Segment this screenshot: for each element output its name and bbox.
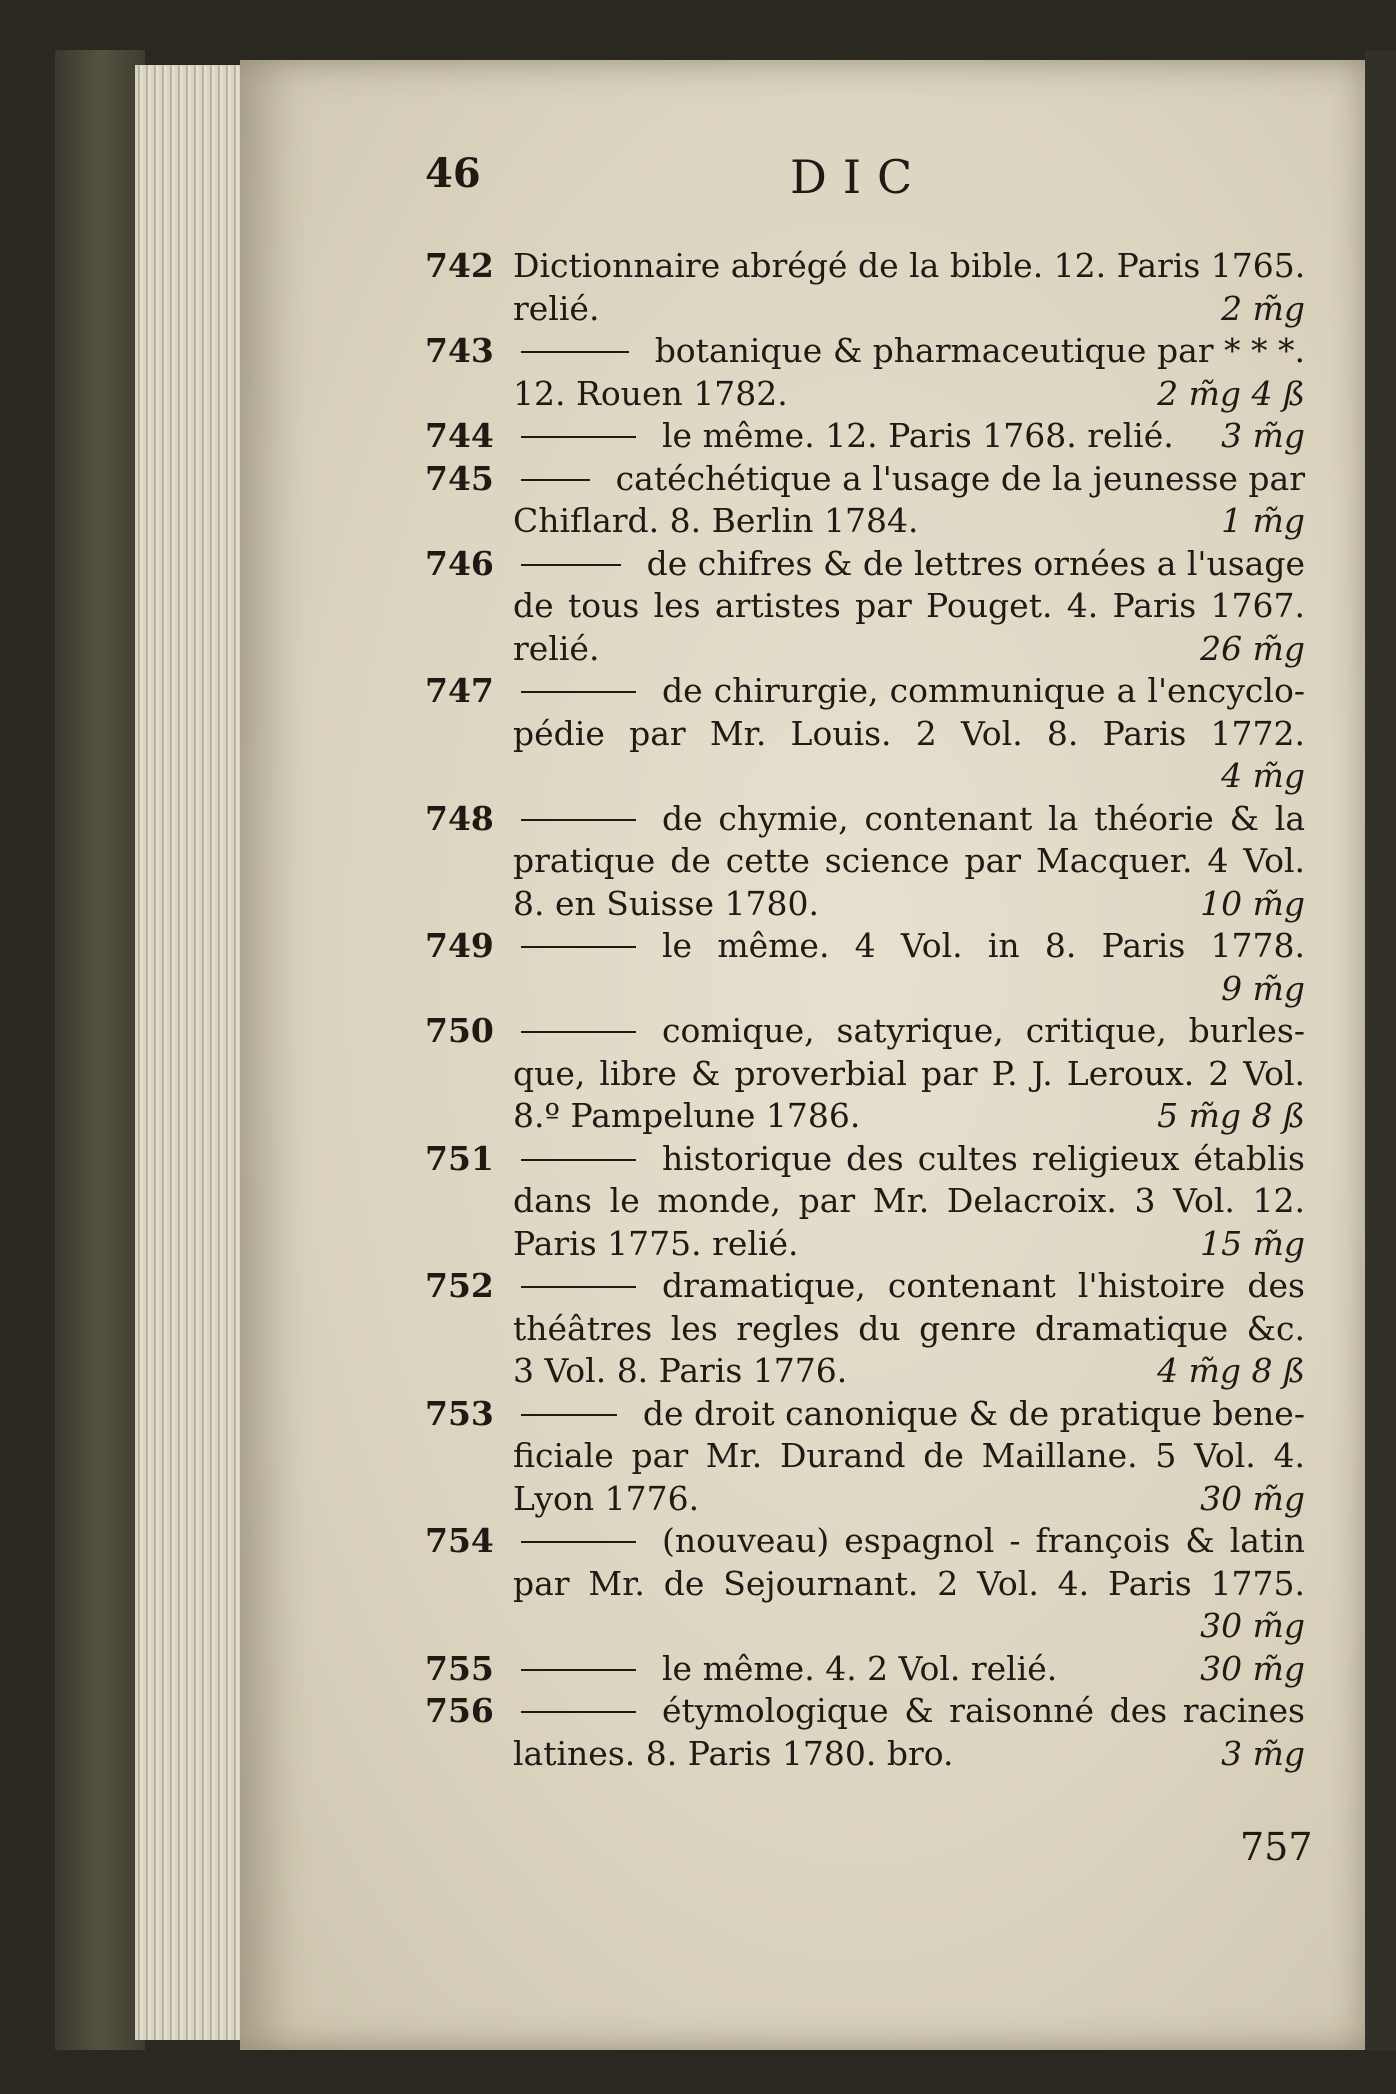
- catalog-entry: [425, 1265, 1305, 1393]
- page-number: 46: [425, 150, 481, 197]
- entry-text: par Mr. de Sejournant. 2 Vol. 4. Paris 1775.: [513, 1563, 1305, 1603]
- entry-continuation: [425, 628, 1305, 671]
- entry-number: 751: [425, 1138, 494, 1178]
- catalog-entry: [425, 925, 1305, 1010]
- entry-title: de chirurgie, communique a l'encyclo-: [662, 671, 1305, 710]
- entry-price-line: [425, 968, 1305, 1011]
- entry-title: de chifres & de lettres ornées a l'usage: [646, 543, 1305, 583]
- entry-continuation: [425, 1053, 1305, 1096]
- ditto-dash: [521, 1031, 636, 1033]
- background-edge: [1365, 50, 1396, 2050]
- entry-price: 5 m̃g 8 ß: [1157, 1096, 1305, 1135]
- ditto-dash: [521, 351, 629, 353]
- entry-text: latines. 8. Paris 1780. bro.: [513, 1733, 954, 1773]
- entry-first-line: [425, 1138, 1305, 1181]
- entry-price: 4 m̃g: [1221, 756, 1305, 795]
- book-cover-edge: [55, 50, 145, 2050]
- entry-text: Lyon 1776.: [513, 1478, 700, 1518]
- catalog-entry: [425, 458, 1305, 543]
- entry-number: 750: [425, 1011, 494, 1050]
- entry-price: 9 m̃g: [1221, 968, 1305, 1008]
- entry-continuation: [425, 1095, 1305, 1138]
- entry-continuation: [425, 883, 1305, 926]
- entry-text: 8. en Suisse 1780.: [513, 883, 820, 923]
- entry-title: de droit canonique & de pratique bene-: [642, 1393, 1305, 1433]
- entry-first-line: [425, 670, 1305, 713]
- entry-first-line: [425, 1393, 1305, 1436]
- catalog-entry: [425, 670, 1305, 798]
- entry-title: le même. 4 Vol. in 8. Paris 1778.: [662, 926, 1305, 965]
- catchword: 757: [1240, 1825, 1313, 1869]
- catalog-entries: [425, 245, 1305, 1775]
- entry-text: 8.º Pampelune 1786.: [513, 1096, 861, 1135]
- entry-text: Chiflard. 8. Berlin 1784.: [513, 501, 919, 540]
- entry-price: 10 m̃g: [1200, 883, 1305, 923]
- entry-price: 15 m̃g: [1200, 1223, 1305, 1263]
- entry-text: relié.: [513, 628, 600, 668]
- entry-number: 749: [425, 926, 494, 965]
- entry-first-line: [425, 1520, 1305, 1563]
- ditto-dash: [521, 819, 636, 821]
- entry-title: étymologique & raisonné des racines: [662, 1691, 1305, 1730]
- entry-first-line: [425, 415, 1305, 458]
- entry-first-line: [425, 1648, 1305, 1691]
- ditto-dash: [521, 691, 636, 693]
- catalog-entry: [425, 1520, 1305, 1648]
- entry-price: 2 m̃g 4 ß: [1157, 373, 1305, 413]
- catalog-entry: [425, 1138, 1305, 1266]
- entry-title: le même. 4. 2 Vol. relié.: [662, 1648, 1058, 1688]
- ditto-dash: [521, 946, 636, 948]
- entry-number: 748: [425, 798, 494, 838]
- entry-number: 746: [425, 543, 494, 583]
- entry-price: 4 m̃g 8 ß: [1157, 1351, 1305, 1390]
- entry-first-line: [425, 543, 1305, 586]
- entry-continuation: [425, 1435, 1305, 1478]
- entry-title: de chymie, contenant la théorie & la: [662, 798, 1305, 838]
- ditto-dash: [521, 479, 590, 481]
- entry-continuation: [425, 1350, 1305, 1393]
- entry-text: que, libre & proverbial par P. J. Leroux. 2 Vol.: [513, 1053, 1305, 1093]
- entry-first-line: [425, 1265, 1305, 1308]
- entry-price: 3 m̃g: [1221, 416, 1305, 455]
- entry-continuation: [425, 840, 1305, 883]
- entry-title: dramatique, contenant l'histoire des: [662, 1266, 1305, 1305]
- ditto-dash: [521, 1414, 617, 1416]
- entry-price: 2 m̃g: [1221, 288, 1305, 328]
- entry-title: (nouveau) espagnol - françois & latin: [662, 1521, 1305, 1560]
- entry-first-line: [425, 458, 1305, 501]
- catalog-entry: [425, 798, 1305, 926]
- entry-first-line: [425, 798, 1305, 841]
- entry-number: 743: [425, 331, 494, 370]
- entry-number: 753: [425, 1393, 494, 1433]
- entry-price: 1 m̃g: [1221, 501, 1305, 540]
- ditto-dash: [521, 1159, 636, 1161]
- entry-number: 747: [425, 671, 494, 710]
- entry-price-line: [425, 755, 1305, 798]
- entry-number: 756: [425, 1691, 494, 1730]
- entry-first-line: [425, 925, 1305, 968]
- ditto-dash: [521, 1541, 636, 1543]
- entry-number: 754: [425, 1521, 494, 1560]
- entry-title: Dictionnaire abrégé de la bible. 12. Paris 1765.: [513, 246, 1306, 285]
- entry-title: comique, satyrique, critique, burles-: [662, 1011, 1305, 1050]
- entry-title: botanique & pharmaceutique par * * *.: [654, 331, 1305, 370]
- catalog-entry: [425, 1648, 1305, 1691]
- entry-continuation: [425, 713, 1305, 756]
- entry-title: catéchétique a l'usage de la jeunesse par: [615, 458, 1305, 498]
- entry-text: théâtres les regles du genre dramatique &c.: [513, 1308, 1305, 1348]
- entry-number: 742: [425, 246, 494, 285]
- entry-title: historique des cultes religieux établis: [662, 1138, 1305, 1178]
- entry-continuation: [425, 373, 1305, 416]
- catalog-entry: [425, 1010, 1305, 1138]
- page-header: [0, 150, 1396, 210]
- entry-number: 755: [425, 1648, 494, 1688]
- entry-title: le même. 12. Paris 1768. relié.: [662, 416, 1174, 455]
- entry-number: 745: [425, 458, 494, 498]
- entry-price: 30 m̃g: [1200, 1478, 1305, 1518]
- entry-continuation: [425, 1223, 1305, 1266]
- entry-continuation: [425, 1733, 1305, 1776]
- entry-price: 3 m̃g: [1221, 1733, 1305, 1773]
- catalog-entry: [425, 1690, 1305, 1775]
- catalog-entry: [425, 543, 1305, 671]
- catalog-entry: [425, 330, 1305, 415]
- entry-first-line: [425, 1010, 1305, 1053]
- catalog-entry: [425, 1393, 1305, 1521]
- entry-continuation: [425, 500, 1305, 543]
- entry-continuation: [425, 1308, 1305, 1351]
- entry-continuation: [425, 1180, 1305, 1223]
- entry-first-line: [425, 245, 1305, 288]
- entry-text: de tous les artistes par Pouget. 4. Paris 1767.: [513, 586, 1305, 625]
- entry-price: 30 m̃g: [1200, 1648, 1305, 1688]
- entry-text: Paris 1775. relié.: [513, 1223, 799, 1263]
- entry-text: dans le monde, par Mr. Delacroix. 3 Vol. 12.: [513, 1181, 1305, 1220]
- entry-text: relié.: [513, 288, 600, 328]
- ditto-dash: [521, 1286, 636, 1288]
- ditto-dash: [521, 1711, 636, 1713]
- ditto-dash: [521, 1669, 636, 1671]
- entry-continuation: [425, 1563, 1305, 1606]
- entry-price-line: [425, 1605, 1305, 1648]
- ditto-dash: [521, 564, 621, 566]
- catalog-entry: [425, 415, 1305, 458]
- entry-text: pédie par Mr. Louis. 2 Vol. 8. Paris 1772.: [513, 713, 1305, 753]
- catalog-entry: [425, 245, 1305, 330]
- entry-text: pratique de cette science par Macquer. 4 Vol.: [513, 841, 1305, 880]
- entry-number: 752: [425, 1266, 494, 1305]
- entry-text: 3 Vol. 8. Paris 1776.: [513, 1351, 848, 1390]
- ditto-dash: [521, 436, 636, 438]
- running-title: DIC: [790, 150, 929, 204]
- entry-first-line: [425, 330, 1305, 373]
- entry-text: ficiale par Mr. Durand de Maillane. 5 Vol. 4.: [513, 1436, 1305, 1475]
- entry-text: 12. Rouen 1782.: [513, 373, 788, 413]
- entry-price: 30 m̃g: [1200, 1606, 1305, 1645]
- entry-price: 26 m̃g: [1200, 628, 1305, 668]
- entry-continuation: [425, 288, 1305, 331]
- entry-number: 744: [425, 416, 494, 455]
- entry-first-line: [425, 1690, 1305, 1733]
- entry-continuation: [425, 1478, 1305, 1521]
- entry-continuation: [425, 585, 1305, 628]
